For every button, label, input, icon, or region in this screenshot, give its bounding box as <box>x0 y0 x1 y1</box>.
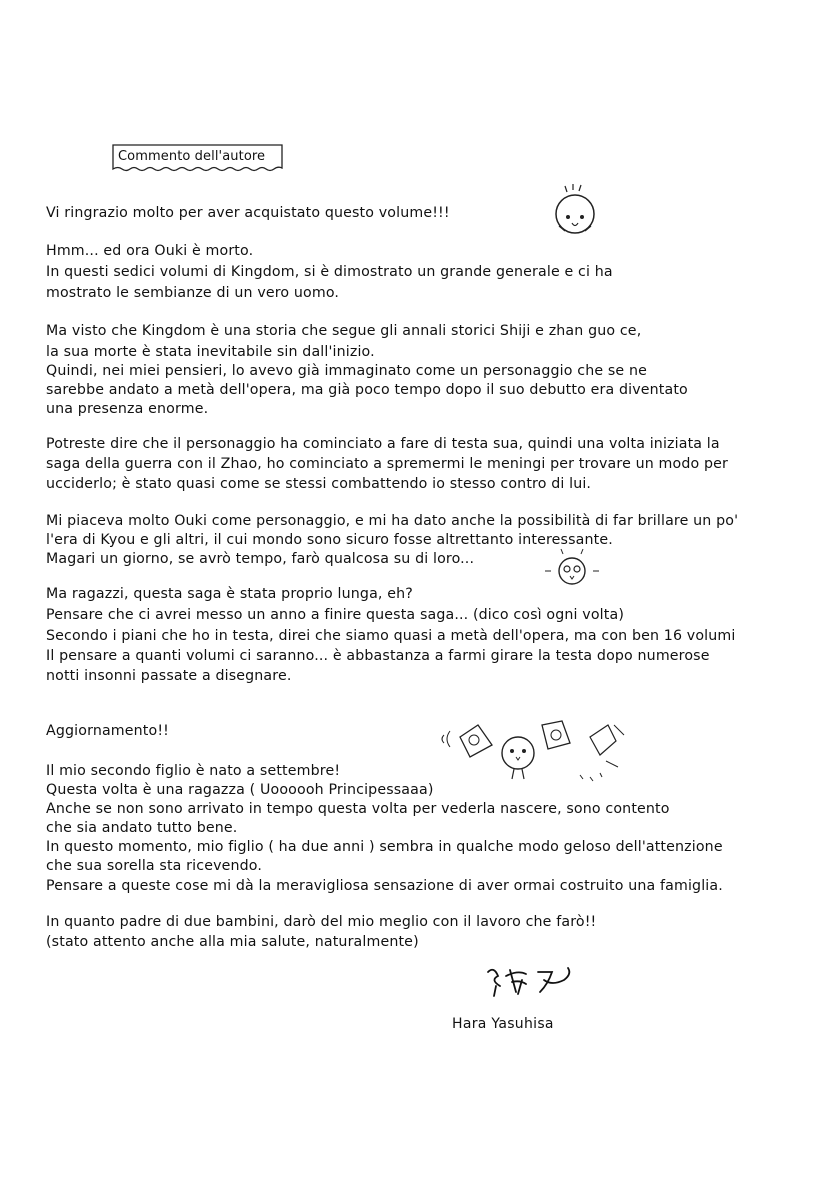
text-line: una presenza enorme. <box>46 401 209 417</box>
text-line: Ma ragazzi, questa saga è stata proprio lunga, eh? <box>46 586 413 602</box>
text-line: saga della guerra con il Zhao, ho cominciato a spremermi le meningi per trovare un modo per <box>46 456 729 472</box>
text-line: che sia andato tutto bene. <box>46 820 238 836</box>
text-line: In questi sedici volumi di Kingdom, si è dimostrato un grande generale e ci ha <box>46 264 613 280</box>
text-line: Secondo i piani che ho in testa, direi che siamo quasi a metà dell'opera, ma con ben 16 volumi <box>46 628 736 644</box>
text-line: mostrato le sembianze di un vero uomo. <box>46 285 340 301</box>
title-box <box>110 142 285 176</box>
signature-icon <box>482 962 582 1002</box>
text-line: Vi ringrazio molto per aver acquistato questo volume!!! <box>46 205 450 221</box>
text-line: Aggiornamento!! <box>46 723 170 739</box>
text-line: Mi piaceva molto Ouki come personaggio, e mi ha dato anche la possibilità di far brillare un po' <box>46 513 739 529</box>
text-line: Potreste dire che il personaggio ha cominciato a fare di testa sua, quindi una volta iniziata la <box>46 436 720 452</box>
small-chick-doodle-icon <box>537 545 607 590</box>
chick-head-doodle-icon <box>545 182 605 242</box>
text-line: che sua sorella sta ricevendo. <box>46 858 263 874</box>
text-line: Pensare che ci avrei messo un anno a finire questa saga... (dico così ogni volta) <box>46 607 624 623</box>
text-line: notti insonni passate a disegnare. <box>46 668 292 684</box>
text-line: Questa volta è una ragazza ( Uoooooh Principessaaa) <box>46 782 434 798</box>
text-line: Ma visto che Kingdom è una storia che segue gli annali storici Shiji e zhan guo ce, <box>46 323 642 339</box>
text-line: In quanto padre di due bambini, darò del mio meglio con il lavoro che farò!! <box>46 914 597 930</box>
text-line: Magari un giorno, se avrò tempo, farò qualcosa su di loro... <box>46 551 475 567</box>
text-line: Il pensare a quanti volumi ci saranno... è abbastanza a farmi girare la testa dopo numerose <box>46 648 710 664</box>
text-line: Il mio secondo figlio è nato a settembre! <box>46 763 341 779</box>
text-line: l'era di Kyou e gli altri, il cui mondo sono sicuro fosse altrettanto interessante. <box>46 532 613 548</box>
text-line: In questo momento, mio figlio ( ha due anni ) sembra in qualche modo geloso dell'attenzione <box>46 839 723 855</box>
text-line: Pensare a queste cose mi dà la meravigliosa sensazione di aver ormai costruito una famiglia. <box>46 878 723 894</box>
text-line: la sua morte è stata inevitabile sin dall'inizio. <box>46 344 375 360</box>
author-name: Hara Yasuhisa <box>452 1016 554 1032</box>
text-line: Hmm... ed ora Ouki è morto. <box>46 243 254 259</box>
text-line: (stato attento anche alla mia salute, naturalmente) <box>46 934 419 950</box>
page-title: Commento dell'autore <box>118 149 266 164</box>
text-line: Anche se non sono arrivato in tempo questa volta per vederla nascere, sono contento <box>46 801 670 817</box>
text-line: sarebbe andato a metà dell'opera, ma già poco tempo dopo il suo debutto era diventato <box>46 382 688 398</box>
cheering-chicks-doodle-icon <box>430 715 635 800</box>
text-line: ucciderlo; è stato quasi come se stessi combattendo io stesso contro di lui. <box>46 476 592 492</box>
text-line: Quindi, nei miei pensieri, lo avevo già immaginato come un personaggio che se ne <box>46 363 647 379</box>
